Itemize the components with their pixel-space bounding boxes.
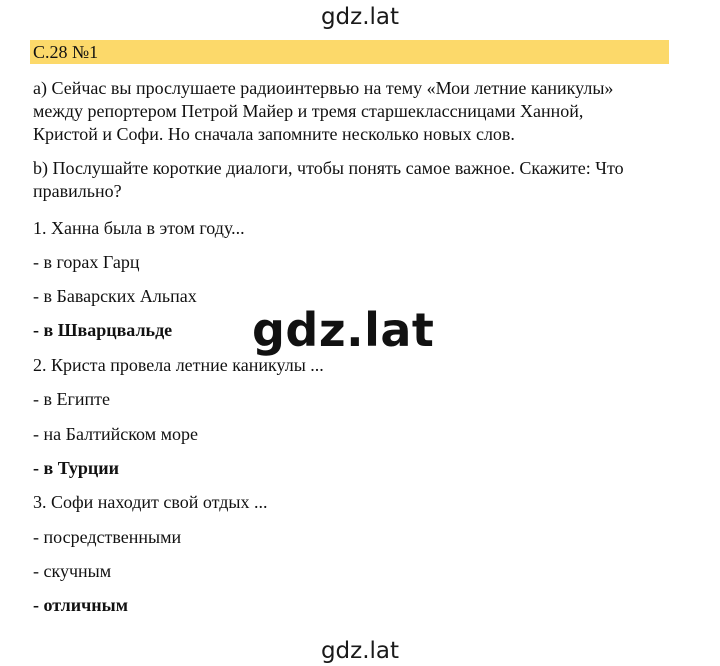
section-header	[30, 40, 669, 64]
site-label-top: gdz.lat	[320, 4, 400, 30]
answer-option-correct: - отличным	[33, 595, 128, 615]
paragraph-a-line: Кристой и Софи. Но сначала запомните несколько новых слов.	[33, 124, 515, 144]
answer-option-correct: - в Шварцвальде	[33, 320, 173, 340]
answer-option: - в Египте	[33, 389, 110, 409]
answer-option: - в горах Гарц	[33, 252, 140, 272]
question-1: 1. Ханна была в этом году...	[33, 218, 245, 238]
answer-option: - посредственными	[33, 527, 182, 547]
section-title: С.28 №1	[33, 42, 99, 62]
answer-option: - в Баварских Альпах	[33, 286, 197, 306]
paragraph-a-line: a) Сейчас вы прослушаете радиоинтервью на тему «Мои летние каникулы»	[33, 78, 614, 98]
paragraph-b-line: правильно?	[33, 181, 122, 201]
answer-option-correct: - в Турции	[33, 458, 119, 478]
question-3: 3. Софи находит свой отдых ...	[33, 492, 268, 512]
watermark: gdz.lat	[252, 303, 435, 357]
question-2: 2. Криста провела летние каникулы ...	[33, 355, 324, 375]
paragraph-a-line: между репортером Петрой Майер и тремя старшеклассницами Ханной,	[33, 101, 584, 121]
paragraph-b-line: b) Послушайте короткие диалоги, чтобы понять самое важное. Скажите: Что	[33, 158, 624, 178]
answer-option: - скучным	[33, 561, 112, 581]
site-label-bottom: gdz.lat	[320, 638, 400, 664]
answer-option: - на Балтийском море	[33, 424, 198, 444]
